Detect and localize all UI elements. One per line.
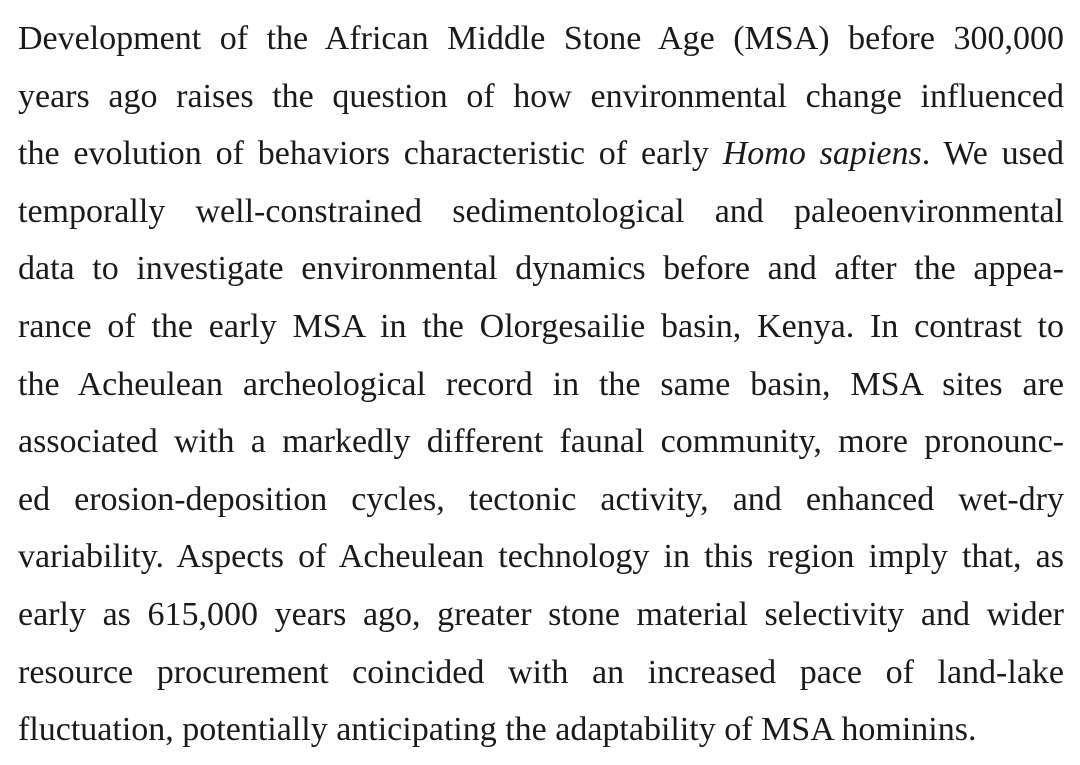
text-line-11: early as 615,000 years ago, greater stone material selectivity and wider <box>18 595 1064 633</box>
text-line-13: fluctuation, potentially anticipating the adaptability of MSA hominins. <box>18 711 977 749</box>
text-line-12: resource procurement coincided with an increased pace of land-lake <box>18 653 1064 691</box>
text-line-8: associated with a markedly different faunal community, more pronounc- <box>18 423 1064 461</box>
text-line-10: variability. Aspects of Acheulean technology in this region imply that, as <box>18 538 1064 576</box>
species-name-italic: Homo sapiens <box>722 135 922 173</box>
text-line-1: Development of the African Middle Stone Age (MSA) before 300,000 <box>18 20 1064 57</box>
text-line-3 <box>18 125 1064 183</box>
abstract-paragraph <box>18 10 1064 759</box>
text-line-9: ed erosion-deposition cycles, tectonic activity, and enhanced wet-dry <box>18 480 1064 518</box>
text-line-6: rance of the early MSA in the Olorgesailie basin, Kenya. In contrast to <box>18 307 1064 345</box>
text-line-2: years ago raises the question of how environmental change influenced <box>18 77 1064 115</box>
text-line-3-start: the evolution of behaviors characteristic of early <box>18 135 723 173</box>
text-line-5: data to investigate environmental dynamics before and after the appea- <box>18 250 1064 288</box>
text-line-3-end: . We used <box>921 135 1065 173</box>
text-line-4: temporally well-constrained sedimentological and paleoenvironmental <box>18 192 1064 230</box>
text-line-7: the Acheulean archeological record in the same basin, MSA sites are <box>18 365 1064 403</box>
